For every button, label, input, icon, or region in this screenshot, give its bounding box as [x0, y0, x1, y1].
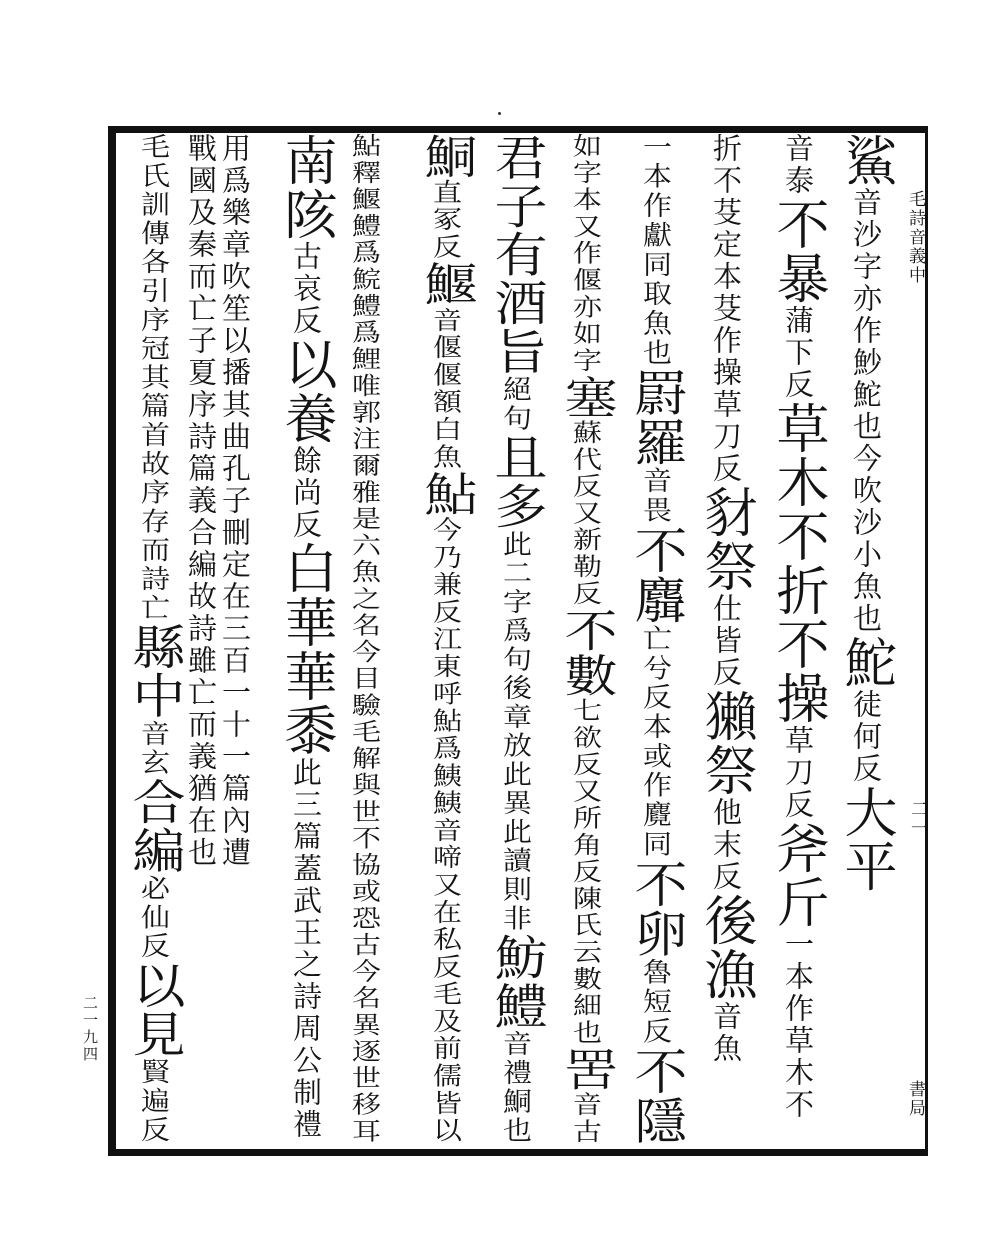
- headword: 以見: [124, 961, 185, 1059]
- headword: 鰋: [416, 260, 477, 308]
- gloss: 音古: [569, 1091, 603, 1146]
- headword: 後漁: [696, 893, 757, 1001]
- headword: 草木不折不操: [768, 401, 829, 725]
- headword: 鮀: [836, 635, 897, 689]
- text-column-3: [696, 133, 757, 1065]
- headword: 豺祭: [696, 485, 757, 593]
- gloss: 絕句: [499, 375, 533, 434]
- gloss: 七欲反又所角反陳氏云數細也: [569, 697, 603, 1047]
- gloss: 此二字爲句後章放此異此讀則非: [499, 530, 533, 934]
- headword: 以養: [276, 337, 337, 445]
- running-title: 毛詩音義中: [905, 190, 925, 285]
- headword: 魴鱧: [486, 933, 547, 1031]
- gloss: 用爲樂章吹笙以播其曲孔子刪定在三百一十一篇內遭: [218, 133, 252, 869]
- headword: 罻羅: [626, 367, 687, 467]
- headword: 不暴: [768, 197, 829, 305]
- text-column-9: [276, 133, 337, 1141]
- gloss: 音玄: [137, 719, 171, 778]
- gloss: 徒何反: [849, 689, 883, 785]
- headword: 君子有酒旨: [486, 133, 547, 376]
- headword: 不數: [556, 607, 617, 698]
- text-column-6: [486, 133, 547, 1146]
- headword: 罟: [556, 1046, 617, 1092]
- gloss: 音魚: [709, 1001, 743, 1065]
- headword: 鮎: [416, 470, 477, 517]
- text-column-4: [626, 133, 687, 1146]
- gloss: 音沙字亦作魦鮀也今吹沙小魚也: [849, 187, 883, 635]
- headword: 獺祭: [696, 689, 757, 797]
- headword: 縣中: [124, 622, 185, 720]
- text-column-5: [556, 133, 617, 1146]
- gloss: 音禮鮦也: [499, 1030, 533, 1146]
- text-column-11: [184, 133, 218, 869]
- gloss: 折不芟定本芟作操草刀反: [709, 133, 743, 485]
- gloss: 鮎釋鰋鱧爲鯇鱧爲鯉唯郭注爾雅是六魚之名今目驗毛解與世不協或恐古今名異逐世移耳: [348, 133, 382, 1145]
- text-column-8: [348, 133, 382, 1145]
- gloss: 魯短反: [639, 958, 673, 1047]
- headword: 塞: [556, 374, 617, 420]
- gloss: 一本作獻同取魚也: [639, 133, 673, 368]
- gloss: 毛氏訓傳各引序冠其篇首故序存而詩亡: [137, 133, 171, 623]
- headword: 合編: [124, 777, 185, 875]
- text-column-12: [124, 133, 185, 1145]
- headword: 大平: [836, 785, 897, 893]
- gloss: 戰國及秦而亡子夏序詩篇義合編故詩雖亡而義猶在也: [184, 133, 218, 869]
- headword: 南陔: [276, 133, 337, 241]
- gloss: 音偃偃額白魚: [429, 307, 463, 471]
- gloss: 古哀反: [289, 241, 323, 337]
- headword: 不隱: [626, 1046, 687, 1146]
- gloss: 草刀反: [781, 725, 815, 821]
- gloss: 直冢反: [429, 179, 463, 261]
- text-column-7: [416, 133, 477, 1145]
- gloss: 此三篇蓋武王之詩周公制禮: [289, 757, 323, 1141]
- headword: 斧斤: [768, 821, 829, 929]
- headword: 且多: [486, 433, 547, 531]
- gloss: 他末反: [709, 797, 743, 893]
- headword: 不麛: [626, 525, 687, 625]
- headword: 不卵: [626, 859, 687, 959]
- gloss: 賢遍反: [137, 1058, 171, 1145]
- gloss: 蒲下反: [781, 305, 815, 401]
- gloss: 必仙反: [137, 874, 171, 961]
- printer-mark: 書局: [905, 1080, 925, 1118]
- gloss: 亡兮反本或作麑同: [639, 624, 673, 860]
- headword: 鮦: [416, 133, 477, 180]
- gloss: 如字本又作偃亦如字: [569, 133, 603, 375]
- headword: 鯊: [836, 133, 897, 187]
- headword: 白華華黍: [276, 541, 337, 757]
- gloss: 餘尚反: [289, 445, 323, 541]
- text-column-10: [218, 133, 252, 869]
- text-column-1: [836, 133, 897, 893]
- page-number: 二一九四: [81, 995, 99, 1063]
- gloss: 音泰: [781, 133, 815, 197]
- leaf-number: 二一: [907, 800, 927, 838]
- text-column-2: [768, 133, 829, 1121]
- gloss: 音畏: [639, 466, 673, 526]
- gloss: 仕皆反: [709, 593, 743, 689]
- ink-dot: [498, 112, 501, 115]
- gloss: 今乃兼反江東呼鮎爲鮧鮧音啼又在私反毛及前儒皆以: [429, 516, 463, 1145]
- gloss: 一本作草木不: [781, 929, 815, 1121]
- gloss: 蘇代反又新勒反: [569, 419, 603, 608]
